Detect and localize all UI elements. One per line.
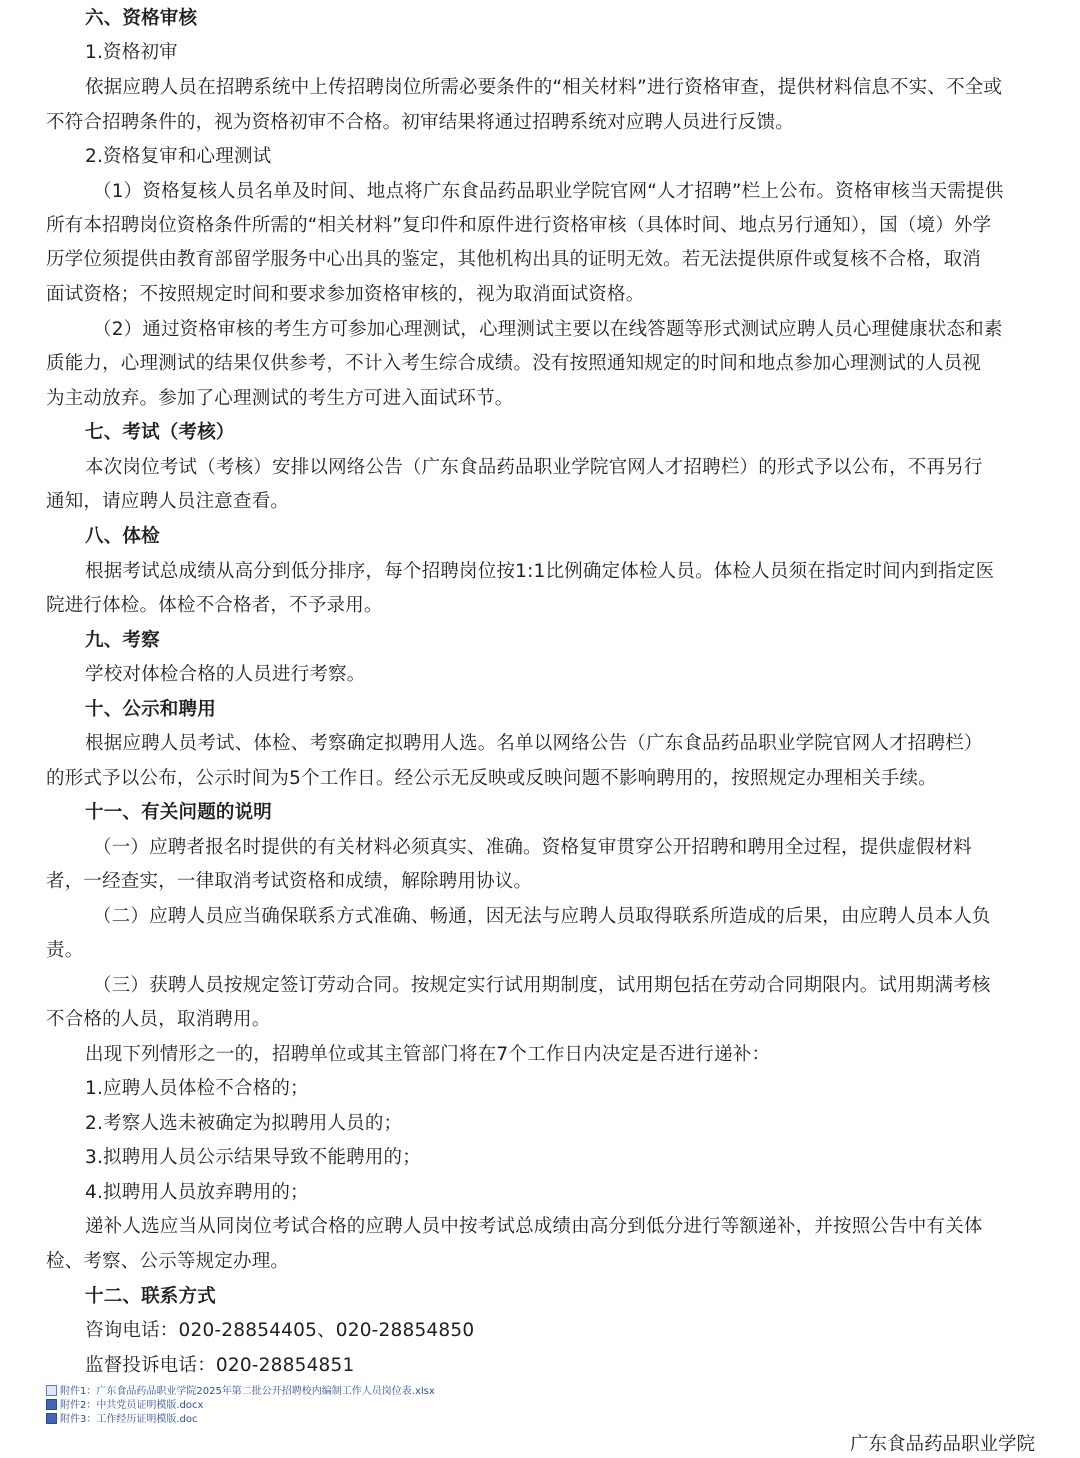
list-item: 3.拟聘用人员公示结果导致不能聘用的； (85, 1147, 421, 1168)
paragraph-line: 本次岗位考试（考核）安排以网络公告（广东食品药品职业学院官网人才招聘栏）的形式予以公布，不再另行 (85, 457, 983, 478)
attachment-link-2[interactable] (46, 1398, 203, 1413)
paragraph-line: 所有本招聘岗位资格条件所需的“相关材料”复印件和原件进行资格审核（具体时间、地点另行通知），国（境）外学 (46, 215, 992, 236)
document-icon (46, 1413, 57, 1424)
paragraph-line: 依据应聘人员在招聘系统中上传招聘岗位所需必要条件的“相关材料”进行资格审查，提供材料信息不实、不全或 (85, 77, 1003, 98)
section-heading-10: 十、公示和聘用 (85, 699, 216, 720)
list-item: 4.拟聘用人员放弃聘用的； (85, 1182, 309, 1203)
paragraph-line: 递补人选应当从同岗位考试合格的应聘人员中按考试总成绩由高分到低分进行等额递补，并按照公告中有关体 (85, 1216, 983, 1237)
section-heading-8: 八、体检 (85, 526, 160, 547)
issuing-organization: 广东食品药品职业学院 (850, 1434, 1036, 1455)
section-heading-11: 十一、有关问题的说明 (85, 802, 273, 823)
paragraph-line: （三）获聘人员按规定签订劳动合同。按规定实行试用期制度，试用期包括在劳动合同期限内。试用期满考核 (93, 975, 991, 996)
attachment-label: 附件3：工作经历证明模版.doc (60, 1414, 198, 1425)
list-item: 2.考察人选未被确定为拟聘用人员的； (85, 1113, 403, 1134)
section-heading-12: 十二、联系方式 (85, 1286, 216, 1307)
attachment-label: 附件1：广东食品药品职业学院2025年第二批公开招聘校内编制工作人员岗位表.xlsx (60, 1386, 435, 1397)
list-item: 1.应聘人员体检不合格的； (85, 1078, 309, 1099)
paragraph-line: 通知，请应聘人员注意查看。 (46, 491, 290, 512)
paragraph-line: 根据应聘人员考试、体检、考察确定拟聘用人选。名单以网络公告（广东食品药品职业学院官网人才招聘栏） (85, 733, 983, 754)
paragraph-line: 者，一经查实，一律取消考试资格和成绩，解除聘用协议。 (46, 871, 533, 892)
paragraph-line: 出现下列情形之一的，招聘单位或其主管部门将在7个工作日内决定是否进行递补： (85, 1044, 771, 1065)
subheading-initial-review: 1.资格初审 (85, 42, 178, 63)
paragraph-line: 历学位须提供由教育部留学服务中心出具的鉴定，其他机构出具的证明无效。若无法提供原件或复核不合格，取消 (46, 249, 982, 270)
paragraph-line: （一）应聘者报名时提供的有关材料必须真实、准确。资格复审贯穿公开招聘和聘用全过程，提供虚假材料 (93, 837, 972, 858)
paragraph-line: 质能力，心理测试的结果仅供参考，不计入考生综合成绩。没有按照通知规定的时间和地点参加心理测试的人员视 (46, 353, 982, 374)
paragraph-line: （二）应聘人员应当确保联系方式准确、畅通，因无法与应聘人员取得联系所造成的后果，由应聘人员本人负 (93, 906, 991, 927)
paragraph-line: 学校对体检合格的人员进行考察。 (85, 664, 366, 685)
paragraph-line: 院进行体检。体检不合格者，不予录用。 (46, 595, 383, 616)
paragraph-line: （2）通过资格审核的考生方可参加心理测试，心理测试主要以在线答题等形式测试应聘人员心理健康状态和素 (93, 319, 1003, 340)
document-icon (46, 1399, 57, 1410)
paragraph-line: 不合格的人员，取消聘用。 (46, 1009, 271, 1030)
section-heading-6: 六、资格审核 (85, 8, 198, 29)
paragraph-line: 的形式予以公布，公示时间为5个工作日。经公示无反映或反映问题不影响聘用的，按照规定办理相关手续。 (46, 768, 937, 789)
paragraph-line: （1）资格复核人员名单及时间、地点将广东食品药品职业学院官网“人才招聘”栏上公布。资格审核当天需提供 (93, 181, 1004, 202)
section-heading-9: 九、考察 (85, 630, 160, 651)
paragraph-line: 面试资格；不按照规定时间和要求参加资格审核的，视为取消面试资格。 (46, 284, 645, 305)
paragraph-line: 为主动放弃。参加了心理测试的考生方可进入面试环节。 (46, 388, 514, 409)
subheading-re-review: 2.资格复审和心理测试 (85, 146, 272, 167)
consult-phone: 咨询电话：020-28854405、020-28854850 (85, 1320, 475, 1341)
paragraph-line: 检、考察、公示等规定办理。 (46, 1251, 290, 1272)
attachment-link-3[interactable] (46, 1412, 198, 1427)
attachment-label: 附件2：中共党员证明模版.docx (60, 1400, 204, 1411)
section-heading-7: 七、考试（考核） (85, 422, 235, 443)
spreadsheet-icon (46, 1385, 57, 1396)
attachment-link-1[interactable] (46, 1384, 435, 1399)
paragraph-line: 不符合招聘条件的，视为资格初审不合格。初审结果将通过招聘系统对应聘人员进行反馈。 (46, 112, 795, 133)
paragraph-line: 根据考试总成绩从高分到低分排序，每个招聘岗位按1:1比例确定体检人员。体检人员须在指定时间内到指定医 (85, 561, 995, 582)
complaint-phone: 监督投诉电话：020-28854851 (85, 1355, 355, 1376)
paragraph-line: 责。 (46, 940, 84, 961)
